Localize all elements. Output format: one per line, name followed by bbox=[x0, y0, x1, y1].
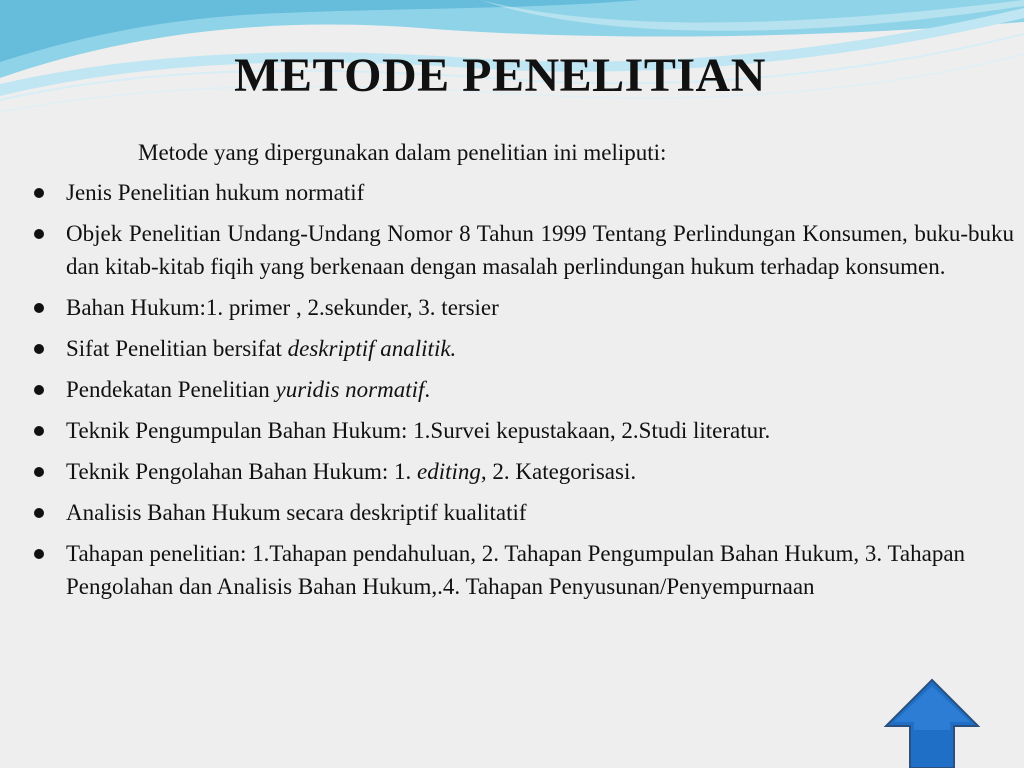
list-item-emphasis: yuridis normatif bbox=[275, 377, 425, 402]
bullet-icon bbox=[34, 508, 44, 518]
bullet-icon bbox=[34, 549, 44, 559]
slide-title: METODE PENELITIAN bbox=[234, 49, 766, 102]
list-item bbox=[28, 496, 1014, 529]
bullet-list bbox=[28, 176, 1014, 611]
list-item-text: Objek Penelitian Undang-Undang Nomor 8 Tahun 1999 Tentang Perlindungan Konsumen, buku-buku dan kitab-kitab fiqih yang berkenaan dengan masalah perlindungan hukum terhadap konsumen. bbox=[66, 221, 1014, 279]
list-item-text-after: . bbox=[424, 377, 431, 402]
list-item bbox=[28, 414, 1014, 447]
arrow-up-icon[interactable] bbox=[884, 678, 980, 768]
list-item bbox=[28, 537, 1014, 603]
list-item-text: Pendekatan Penelitian bbox=[66, 377, 276, 402]
list-item-text: Jenis Penelitian hukum normatif bbox=[66, 180, 365, 205]
bullet-icon bbox=[34, 467, 44, 477]
list-item bbox=[28, 291, 1014, 324]
list-item bbox=[28, 373, 1014, 406]
list-item bbox=[28, 332, 1014, 365]
slide-intro: Metode yang dipergunakan dalam penelitian ini meliputi: bbox=[138, 140, 667, 165]
bullet-icon bbox=[34, 344, 44, 354]
list-item bbox=[28, 176, 1014, 209]
list-item-emphasis: editing, bbox=[417, 459, 487, 484]
list-item bbox=[28, 455, 1014, 488]
list-item-text: Teknik Pengumpulan Bahan Hukum: 1.Survei kepustakaan, 2.Studi literatur. bbox=[66, 418, 771, 443]
bullet-icon bbox=[34, 303, 44, 313]
list-item-emphasis: deskriptif analitik. bbox=[287, 336, 457, 361]
list-item-text: Tahapan penelitian: 1.Tahapan pendahuluan, 2. Tahapan Pengumpulan Bahan Hukum, 3. Tahapan Pengolahan dan Analisis Bahan Hukum,.4. Tahapan Penyusunan/Penyempurnaan bbox=[66, 541, 966, 599]
list-item-text: Analisis Bahan Hukum secara deskriptif kualitatif bbox=[66, 500, 527, 525]
list-item bbox=[28, 217, 1014, 283]
list-item-text: Sifat Penelitian bersifat bbox=[66, 336, 288, 361]
bullet-icon bbox=[34, 229, 44, 239]
bullet-icon bbox=[34, 385, 44, 395]
bullet-icon bbox=[34, 426, 44, 436]
list-item-text-after: 2. Kategorisasi. bbox=[486, 459, 637, 484]
bullet-icon bbox=[34, 188, 44, 198]
list-item-text: Teknik Pengolahan Bahan Hukum: 1. bbox=[66, 459, 417, 484]
list-item-text: Bahan Hukum:1. primer , 2.sekunder, 3. tersier bbox=[66, 295, 499, 320]
